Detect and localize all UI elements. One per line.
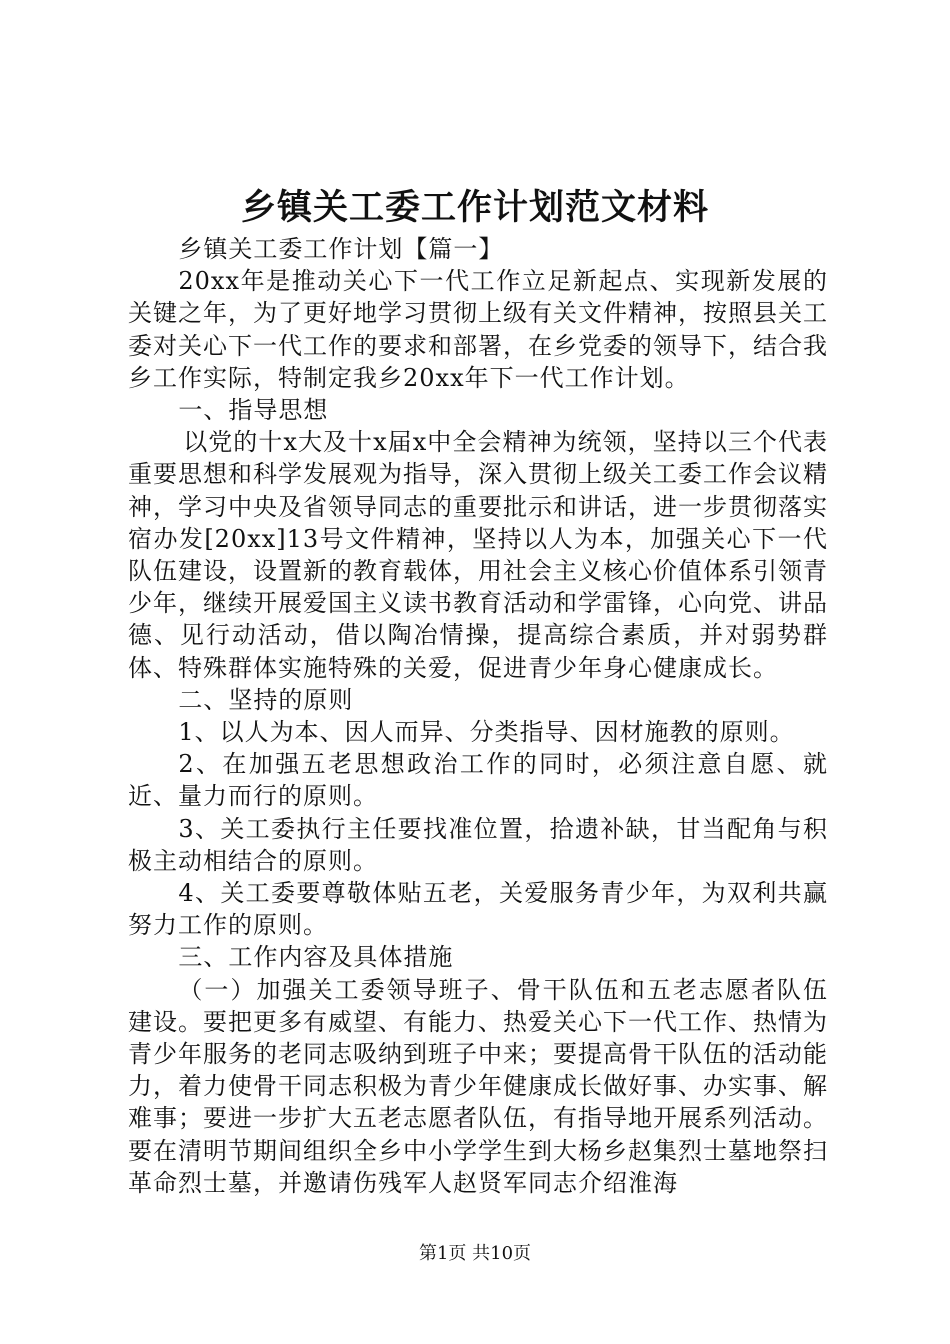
page-number-footer: 第1页 共10页 <box>418 1243 532 1264</box>
principle-3: 3、关工委执行主任要找准位置，拾遗补缺，甘当配角与积极主动相结合的原则。 <box>128 814 828 875</box>
principle-2: 2、在加强五老思想政治工作的同时，必须注意自愿、就近、量力而行的原则。 <box>128 750 828 811</box>
document-title: 乡镇关工委工作计划范文材料 <box>240 187 709 228</box>
principle-1: 1、以人为本、因人而异、分类指导、因材施教的原则。 <box>178 718 795 747</box>
heading-principles: 二、坚持的原则 <box>178 685 354 714</box>
heading-guiding-ideology: 一、指导思想 <box>178 396 329 425</box>
work-content-paragraph: （一）加强关工委领导班子、骨干队伍和五老志愿者队伍建设。要把更多有威望、有能力、热爱关心下一代工作、热情为青少年服务的老同志吸纳到班子中来；要提高骨干队伍的活动能力，着力使骨干同志积极为青少年健康成长做好事、办实事、解难事；要进一步扩大五老志愿者队伍，有指导地开展系列活动。要在清明节期间组织全乡中小学学生到大杨乡赵集烈士墓地祭扫革命烈士墓，并邀请伤残军人赵贤军同志介绍淮海 <box>128 975 828 1197</box>
section-heading-part1: 乡镇关工委工作计划【篇一】 <box>178 235 504 263</box>
principle-4: 4、关工委要尊敬体贴五老，关爱服务青少年，为双利共赢努力工作的原则。 <box>128 879 828 940</box>
guiding-ideology-paragraph: 以党的十x大及十x届x中全会精神为统领，坚持以三个代表重要思想和科学发展观为指导，深入贯彻上级关工委工作会议精神，学习中央及省领导同志的重要批示和讲话，进一步贯彻落实宿办发[20xx]13号文件精神，坚持以人为本，加强关心下一代队伍建设，设置新的教育载体，用社会主义核心价值体系引领青少年，继续开展爱国主义读书教育活动和学雷锋，心向党、讲品德、见行动活动，借以陶冶情操，提高综合素质，并对弱势群体、特殊群体实施特殊的关爱，促进青少年身心健康成长。 <box>128 428 828 682</box>
intro-paragraph: 20xx年是推动关心下一代工作立足新起点、实现新发展的关键之年，为了更好地学习贯彻上级有关文件精神，按照县关工委对关心下一代工作的要求和部署，在乡党委的领导下，结合我乡工作实际，特制定我乡20xx年下一代工作计划。 <box>128 267 828 392</box>
heading-work-content: 三、工作内容及具体措施 <box>178 943 454 972</box>
document-body <box>128 233 828 1199</box>
